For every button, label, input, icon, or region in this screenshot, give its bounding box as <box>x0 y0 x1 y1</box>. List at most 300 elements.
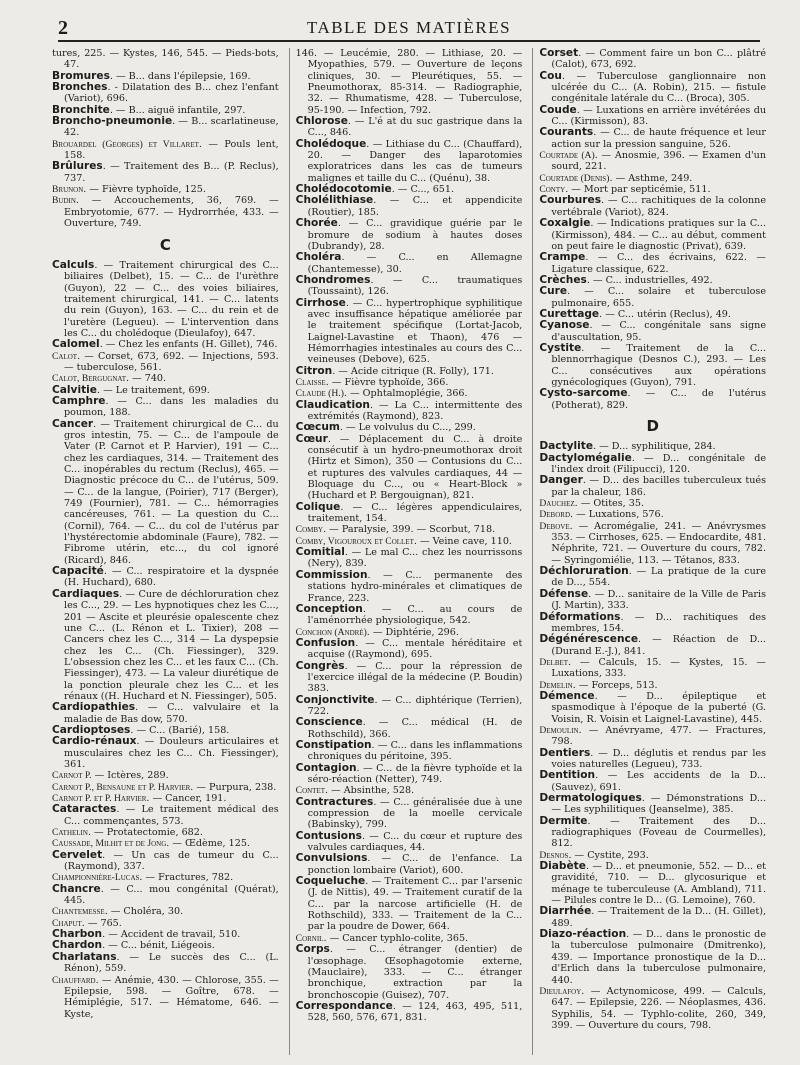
index-term: Curettage <box>539 307 600 320</box>
index-references: . — Acromégalie, 241. — Anévrysmes 353. — Cirrhoses, 625. — Endocardite, 481. Néphrite, 721. — Ouverture du cours, 782. — Syringomiélie, 113. — Tétanos, 833. <box>551 520 767 566</box>
index-column-1 <box>52 48 279 1055</box>
index-references: . — C... dans les inflammations chroniques du péritoine, 395. <box>307 739 523 763</box>
index-term: Cysto-sarcome <box>539 387 628 400</box>
index-references: . — Forceps, 513. <box>572 679 658 691</box>
index-term: Diazo-réaction <box>539 928 627 941</box>
index-references: . — Diphtérie, 296. <box>366 626 459 638</box>
index-references: . — Anosmie, 396. — Examen d'un sourd, 221. <box>551 150 767 173</box>
index-references: . — 765. <box>81 917 122 929</box>
index-entry <box>539 929 766 986</box>
index-entry <box>296 695 523 718</box>
index-term: Contet <box>295 785 326 797</box>
page-header <box>58 12 760 42</box>
index-entry <box>52 48 279 71</box>
index-term: Comby <box>295 524 324 536</box>
index-references: . — Accouchements, 36, 769. — Embryotomie, 677. — Hydrorrhée, 433. — Ouverture, 749. <box>64 195 279 230</box>
index-entry <box>539 861 766 906</box>
index-entry <box>52 419 279 566</box>
index-entry <box>52 161 279 184</box>
index-references: . — 740. <box>125 373 167 385</box>
index-entry <box>539 127 766 150</box>
index-term: Démence <box>539 689 595 702</box>
index-term: Bronches <box>52 81 108 94</box>
index-entry <box>296 422 523 433</box>
index-references: . — Le volvulus du C..., 299. <box>339 422 476 434</box>
index-term: Congrès <box>295 659 345 672</box>
index-term: Debove <box>539 520 570 532</box>
index-term: Dentiers <box>539 746 591 759</box>
index-term: Calculs <box>52 258 95 271</box>
index-entry <box>52 116 279 139</box>
index-references: . — Réaction de D... (Durand E.-J.), 841. <box>551 634 767 657</box>
index-term: Dégénérescence <box>539 633 639 646</box>
index-column-2 <box>289 48 523 1055</box>
index-references: . — C... respiratoire et la dyspnée (H. Huchard), 680. <box>64 566 279 589</box>
index-references: . — Acide citrique (R. Folly), 171. <box>332 365 494 377</box>
index-references: . — Calculs, 15. — Kystes, 15. — Luxations, 333. <box>551 656 767 680</box>
index-references: . — C... du cœur et rupture des valvules cardiaques, 44. <box>307 830 523 854</box>
index-term: Dermite <box>539 814 588 827</box>
index-references: . — Absinthe, 528. <box>325 785 415 797</box>
index-term: Dieulafoy <box>539 985 582 997</box>
index-entry <box>52 139 279 162</box>
index-term: Cou <box>539 69 562 82</box>
index-entry <box>296 377 523 388</box>
index-references: . — D... rachitiques des membres, 154. <box>551 611 767 634</box>
index-term: Calvitie <box>52 383 97 396</box>
index-term: Debord <box>539 509 570 521</box>
index-references: . — 124, 463, 495, 511, 528, 560, 576, 671, 831. <box>307 1000 523 1024</box>
index-term: Carnot P. et P. Harvier <box>52 793 147 804</box>
index-term: Chardon <box>52 939 103 952</box>
index-term: Cholédoque <box>295 137 367 150</box>
index-references: . — Indications pratiques sur la C... (Kirmisson), 484. — C... au début, comment on peut faire le diagnostic (Privat), 639. <box>551 218 767 252</box>
index-references: . — Démonstrations D... — Les syphilitiques (Jeanselme), 385. <box>551 793 767 816</box>
index-references: . — Ophtalmoplégie, 366. <box>343 388 468 400</box>
index-entry <box>296 502 523 525</box>
index-term: Citron <box>295 364 333 377</box>
index-references: . — C... diphtérique (Terrien), 722. <box>307 694 523 717</box>
index-references: . — C... solaire et tuberculose pulmonaire, 655. <box>551 286 767 309</box>
index-term: Défense <box>539 587 589 600</box>
index-term: Constipation <box>295 738 372 751</box>
index-term: Bronchite <box>52 103 110 116</box>
index-term: Carnot P., Bensaune et P. Harvier <box>52 781 191 793</box>
index-entry <box>52 702 279 725</box>
index-term: Cyanose <box>539 319 590 332</box>
index-term: Cancer <box>52 417 94 430</box>
index-references: . — B... scarlatineuse, 42. <box>64 116 279 139</box>
index-entry <box>539 816 766 850</box>
index-references: 146. — Leucémie, 280. — Lithiase, 20. — Myopathies, 579. — Ouverture de leçons cliniques, 30. — Pleurétiques, 55. — Pneumothorax, 85-314. — Radiographie, 32. — Rhumatisme, 428. — Tuberculose, 95-190. — Infection, 792. <box>295 48 523 116</box>
index-term: Conty <box>539 184 566 196</box>
index-term: Demelin <box>539 679 573 691</box>
index-entry <box>539 286 766 309</box>
index-entry <box>296 48 523 116</box>
index-entry <box>52 804 279 827</box>
index-term: Coqueluche <box>295 875 366 888</box>
index-entry <box>52 884 279 907</box>
index-entry <box>539 509 766 520</box>
index-references: . — C... étranger (dentier) de l'œsophage. Œsophagotomie externe, (Mauclaire), 333. — C... étranger bronchique, extraction par la bronchoscopie (Guisez), 707. <box>307 944 523 1001</box>
index-references: . — Le traitement, 699. <box>96 384 210 396</box>
index-entry <box>296 638 523 661</box>
index-term: Convulsions <box>295 852 368 865</box>
index-entry <box>52 827 279 838</box>
index-entry <box>52 82 279 105</box>
index-term: Cure <box>539 285 568 298</box>
index-references: . — D... déglutis et rendus par les voies naturelles (Legueu), 733. <box>551 747 767 770</box>
index-references: . — La C... intermittente des extrémités (Raymond), 823. <box>307 399 523 422</box>
index-term: Chorée <box>295 217 338 230</box>
index-references: . — Traitement des B... (P. Reclus), 737. <box>64 161 279 184</box>
index-references: . — C... rachitiques de la colonne vertébrale (Variot), 824. <box>551 195 767 218</box>
index-references: . — C... permanente des stations hydro-minérales et climatiques de France, 223. <box>307 569 523 604</box>
index-references: . — D... dans le pronostic de la tuberculose pulmonaire (Dmitrenko), 439. — Importance pronostique de la D... d'Erlich dans la tuberculose pulmonaire, 440. <box>551 929 767 986</box>
index-term: Dauchez <box>539 498 575 510</box>
index-entry <box>296 298 523 366</box>
index-term: Caussade, Milhit et de Jong <box>52 838 167 850</box>
index-entry <box>296 547 523 570</box>
index-columns <box>52 48 766 1055</box>
index-term: Carnot P. <box>52 770 92 782</box>
index-entry <box>539 725 766 748</box>
index-term: Dactylomégalie <box>539 451 632 464</box>
index-term: Courbures <box>539 194 602 207</box>
index-term: Crampe <box>539 251 586 264</box>
index-references: . — B... dans l'épilepsie, 169. <box>109 70 251 82</box>
index-references: . — Corset, 673, 692. — Injections, 593. — tuberculose, 561. <box>64 350 279 373</box>
index-entry <box>539 343 766 388</box>
running-title: TABLE DES MATIÈRES <box>306 18 512 37</box>
index-term: Confusion <box>295 636 356 649</box>
index-references: . — C... au cours de l'aménorrhée physiologique, 542. <box>307 603 523 627</box>
index-term: Conception <box>295 602 363 615</box>
index-references: . — Traitement C... par l'arsenic (J. de Nittis), 49. — Traitement curatif de la C... par la narcose artificielle (H. de Rothschild), 333. — Traitement de la C... par la poudre de Dower, 664. <box>307 876 523 933</box>
index-entry <box>296 717 523 740</box>
index-term: Corset <box>539 48 579 59</box>
index-references: . — B... aiguë infantile, 297. <box>109 104 246 116</box>
index-references: . - Dilatation des B... chez l'enfant (Variot), 696. <box>64 82 279 105</box>
index-term: Cardio-rénaux <box>52 735 137 748</box>
index-term: Cataractes <box>52 803 117 816</box>
index-references: . — L'é at du suc gastrique dans la C..., 846. <box>307 116 523 139</box>
index-references: . — Traitement de la D... (H. Gillet), 489. <box>551 906 767 929</box>
index-references: . — Purpura, 238. <box>190 781 277 793</box>
index-entry <box>52 952 279 975</box>
index-references: . — C... de l'enfance. La ponction lombaire (Variot), 600. <box>307 853 523 876</box>
index-entry <box>296 604 523 627</box>
index-entry <box>52 589 279 702</box>
index-term: Cholélithiase <box>295 194 374 207</box>
index-entry <box>52 566 279 589</box>
index-references: . — Traitement chirurgical des C... biliaires (Delbet), 15. — C... de l'urèthre (Guyon), 22 — C... des voies biliaires, traitement chirurgical, 141. — C... latents du rein (Guyon), 163. — C... du rein et de l'uretère (Legueu). — L'intervention dans les C... du cholédoque (Dieulafoy), 647. <box>64 259 279 339</box>
index-references: . — C... de haute fréquence et leur action sur la pression sanguine, 526. <box>551 127 767 150</box>
index-references: . — Asthme, 249. <box>609 172 693 184</box>
index-term: Dactylite <box>539 440 594 453</box>
index-entry <box>539 150 766 173</box>
index-term: Chlorose <box>295 115 348 128</box>
index-references: . — C... légères appendiculaires, traitement, 154. <box>307 501 523 525</box>
index-term: Cystite <box>539 341 582 354</box>
index-term: Déformations <box>539 610 621 623</box>
index-references: . — C... médical (H. de Rothschild), 366. <box>307 717 523 740</box>
section-letter: C <box>159 235 171 254</box>
index-references: . — C... industrielles, 492. <box>586 274 713 286</box>
index-references: — Ictères, 289. <box>91 770 169 782</box>
index-term: Calot, Bergugnat <box>52 373 126 385</box>
index-term: Cholédocotomie <box>295 183 392 196</box>
index-term: Chancre <box>52 882 101 895</box>
index-entry <box>52 351 279 374</box>
index-entry <box>296 366 523 377</box>
index-term: Danger <box>539 474 583 487</box>
index-entry <box>539 634 766 657</box>
index-term: Budin <box>52 195 76 207</box>
index-references: . — Traitement de la C... blennorrhagique (Desnos C.), 293. — Les C... consécutives aux opérations gynécologiques (Guyon), 791. <box>551 342 767 388</box>
index-entry <box>296 876 523 933</box>
index-references: . — D... des bacilles tuberculeux tués par la chaleur, 186. <box>551 475 767 498</box>
index-references: . — Traitement des D... radiographiques (Foveau de Courmelles), 812. <box>551 815 767 850</box>
index-references: . — C... bénit, Liégeois. <box>102 940 215 952</box>
index-references: . — Choléra, 30. <box>104 906 184 918</box>
index-references: . — C... mentale héréditaire et acquise ((Raymond), 695. <box>307 637 523 661</box>
index-references: . — C... de l'utérus (Potherat), 829. <box>551 388 767 411</box>
index-references: . — Cystite, 293. <box>568 849 649 861</box>
index-references: . — C... congénitale sans signe d'auscultation, 95. <box>551 320 767 343</box>
index-references: . — Cure de déchloruration chez les C..., 29. — Les hypnotiques chez les C..., 201 — Ascite et pleurésie opalescente chez une C... (L. Rénon et L. Tixier), 208 — Cancers chez les C..., 314 — La dyspepsie chez les C... (Ch. Fiessinger), 329. L'obsession chez les C... et les faux C... (Ch. Fiessinger), 473. — La valeur diurétique de la ponction pleurale chez les C... et les rénaux ((H. Huchard et N. Fiessinger), 505. <box>64 588 279 702</box>
index-entry <box>539 793 766 816</box>
index-entry <box>539 105 766 128</box>
index-references: . — C... dans les maladies du poumon, 188. <box>64 395 279 419</box>
index-entry <box>539 388 766 411</box>
index-references: . — C... pour la répression de l'exercice illégal de la médecine (P. Boudin) 383. <box>307 660 523 695</box>
index-entry <box>296 116 523 139</box>
index-column-3 <box>532 48 766 1055</box>
index-term: Brunon <box>52 184 84 196</box>
index-term: Déchloruration <box>539 565 629 578</box>
index-entry <box>296 139 523 184</box>
index-entry <box>52 184 279 195</box>
index-entry <box>296 434 523 502</box>
index-entry <box>296 195 523 218</box>
index-entry <box>539 275 766 286</box>
index-entry <box>52 975 279 1020</box>
index-references: . — Lithiase du C... (Chauffard), 20. — Danger des laparotomies exploratrices dans les cas de tumeurs malignes et taille du C... (Quénu), 38. <box>307 138 523 184</box>
index-entry <box>539 770 766 793</box>
index-term: Claisse <box>295 376 326 388</box>
index-entry <box>539 475 766 498</box>
index-references: . — Œdème, 125. <box>166 838 250 850</box>
index-term: Chauffard <box>52 974 96 986</box>
index-entry <box>539 320 766 343</box>
index-references: . — Accident de travail, 510. <box>102 929 241 941</box>
index-term: Championnière-Lucas <box>52 872 140 884</box>
index-term: Contusions <box>295 829 362 842</box>
index-entry <box>296 661 523 695</box>
index-references: . — Les accidents de la D... (Sauvez), 691. <box>551 770 767 793</box>
index-entry <box>296 797 523 831</box>
index-references: . — D... sanitaire de la Ville de Paris (J. Martin), 333. <box>551 588 767 612</box>
index-term: Cardiaques <box>52 587 120 600</box>
index-references: . — Paralysie, 399. — Scorbut, 718. <box>323 524 496 536</box>
index-references: . — C... et appendicite (Routier), 185. <box>307 195 523 218</box>
index-entry <box>296 400 523 423</box>
index-entry <box>539 195 766 218</box>
index-references: . — Mort par septicémie, 511. <box>565 184 711 196</box>
index-references: . — C... (Barié), 158. <box>130 724 230 736</box>
index-term: Desnos <box>539 849 569 861</box>
index-term: Brûlures <box>52 160 103 173</box>
index-entry <box>539 453 766 476</box>
index-entry <box>539 589 766 612</box>
index-term: Courtade (A) <box>539 150 595 162</box>
index-entry <box>539 748 766 771</box>
index-term: Correspondance <box>295 999 393 1012</box>
index-references: . — Anévryame, 477. — Fractures, 798. <box>551 724 767 748</box>
index-entry <box>539 612 766 635</box>
index-entry <box>296 740 523 763</box>
index-references: . — Cancer, 191. <box>146 793 227 804</box>
index-references: . — C... en Allemagne (Chantemesse), 30. <box>307 252 523 275</box>
index-entry <box>296 252 523 275</box>
index-references: . — Luxations en arrière invétérées du C... (Kirmisson), 83. <box>551 104 767 128</box>
index-term: Claudication <box>295 398 370 411</box>
index-references: . — Luxations, 576. <box>570 509 664 521</box>
index-references: . — Cancer typhlo-colite, 365. <box>323 932 469 944</box>
index-term: Contractures <box>295 795 374 808</box>
index-term: Courants <box>539 126 594 139</box>
index-entry <box>539 691 766 725</box>
index-references: . — Un cas de tumeur du C... (Raymond), 337. <box>64 849 279 873</box>
index-term: Conjonctivite <box>295 693 375 706</box>
index-term: Courtade (Denis) <box>539 172 610 184</box>
index-term: Calot <box>52 350 78 362</box>
index-term: Bromures <box>52 69 110 82</box>
index-term: Cardiopathies <box>52 701 136 714</box>
index-term: Diabète <box>539 860 586 873</box>
index-references: . — C... hypertrophique syphilitique avec insuffisance hépatique améliorée par le traitement spécifique (Lortat-Jacob, Laignel-Lavastine et Thaon), 476 — Hémorrhagies intestinales au cours des C... veineuses (Debove), 625. <box>307 297 523 366</box>
index-term: Comitial <box>295 546 345 559</box>
index-entry <box>539 71 766 105</box>
index-references: . — Anémie, 430. — Chlorose, 355. — Epilepsie, 598. — Goître, 678. — Hémiplégie, 517. — Hématome, 646. — Kyste, <box>64 974 279 1020</box>
index-references: . — La pratique de la cure de D..., 554. <box>551 566 767 589</box>
index-term: Diarrhée <box>539 905 592 918</box>
index-references: . — C... mou congénital (Quérat), 445. <box>64 883 279 907</box>
section-letter: D <box>646 417 659 435</box>
index-entry <box>296 275 523 298</box>
index-references: . — D... syphilitique, 284. <box>593 441 716 453</box>
index-references: . — Protatectomie, 682. <box>87 827 203 839</box>
index-references: . — Traitement chirurgical de C... du gros intestin, 75. — C... de l'ampoule de Vater (P. Carnot et P. Harvier), 191 — C... chez les cardiaques, 314. — Traitement des C... inopérables du rectum (Reclus), 465. — Diagnostic précoce du C... de l'utérus, 509. — C... de la langue, (Poirier), 717 (Berger), 749 (Fournier), 781. — C... hémorragies cancéreuses, 761. — La question du C... (Cornil), 764. — C... du col de l'utérus par l'hystérectomie abdominale (Faure), 782. — Fibrome utérin, etc..., du col ignoré (Ricard), 846. <box>64 418 279 566</box>
index-entry <box>296 944 523 1001</box>
index-term: Claude (H.) <box>295 388 344 400</box>
index-references: . — Actynomicose, 499. — Calculs, 647. — Epilepsie, 226. — Néoplasmes, 436. Syphilis, 54. — Typhlo-colite, 260, 349, 399. — Ouverture du cours, 798. <box>551 985 767 1031</box>
index-references: . — Le succès des C... (L. Rénon), 559. <box>64 951 279 975</box>
index-references: . — Comment faire un bon C... plâtré (Calot), 673, 692. <box>551 48 767 71</box>
index-term: Conscience <box>295 716 363 729</box>
index-references: . — C... gravidique guérie par le bromure de sodium à hautes doses (Dubrandy), 28. <box>307 218 523 252</box>
index-references: . — C... traumatiques (Toussaint), 126. <box>307 274 523 298</box>
index-entry <box>296 570 523 604</box>
index-term: Cervelet <box>52 848 103 861</box>
index-term: Capacité <box>52 565 104 578</box>
index-entry <box>539 657 766 680</box>
index-entry <box>539 48 766 71</box>
index-term: Brouardel (Georges) et Villaret <box>52 138 199 150</box>
index-term: Chondromes <box>295 273 371 286</box>
index-references: . — Le traitement médical des C... commençantes, 573. <box>64 804 279 827</box>
index-entry <box>539 252 766 275</box>
index-term: Corps <box>295 943 330 956</box>
index-references: . — C... des écrivains, 622. — Ligature classique, 622. <box>551 252 767 275</box>
index-term: Comby, Vigouroux et Collet <box>295 535 414 547</box>
index-term: Cœur <box>295 432 328 445</box>
index-entry <box>296 853 523 876</box>
index-term: Calomel <box>52 338 100 351</box>
index-entry <box>52 260 279 339</box>
index-references: . — Fièvre typhoïde, 366. <box>325 376 449 388</box>
index-references: . — C..., 651. <box>391 184 455 196</box>
index-references: . — Veine cave, 110. <box>413 535 512 547</box>
index-references: . — Fièvre typhoïde, 125. <box>83 184 206 196</box>
index-term: Dentition <box>539 769 596 782</box>
index-term: Camphre <box>52 394 106 407</box>
index-term: Commission <box>295 568 368 581</box>
index-entry <box>52 782 279 793</box>
index-term: Cathelin <box>52 827 88 839</box>
index-references: . — Fractures, 782. <box>139 872 234 884</box>
index-references: . — C... utérin (Reclus), 49. <box>599 308 731 320</box>
index-entry <box>296 1001 523 1024</box>
index-entry <box>539 521 766 566</box>
index-term: Contagion <box>295 761 357 774</box>
index-entry <box>52 906 279 917</box>
index-references: . — D... congénitale de l'index droit (Filipucci), 120. <box>551 452 767 476</box>
index-entry <box>52 195 279 229</box>
index-references: . — Le mal C... chez les nourrissons (Nery), 839. <box>307 547 523 570</box>
index-entry <box>296 524 523 535</box>
index-entry <box>539 986 766 1031</box>
index-term: Conchon (André) <box>295 626 367 638</box>
index-term: Cardioptoses <box>52 723 131 736</box>
index-entry <box>52 850 279 873</box>
index-references: . — C... généralisée due à une compression de la moelle cervicale (Babinsky), 799. <box>307 796 523 831</box>
index-term: Coude <box>539 103 577 116</box>
index-term: Delbet <box>539 656 569 668</box>
index-entry <box>296 763 523 786</box>
index-entry <box>539 906 766 929</box>
page-number: 2 <box>58 17 68 39</box>
index-entry <box>52 770 279 781</box>
index-entry <box>539 498 766 509</box>
index-entry <box>539 566 766 589</box>
index-term: Cirrhose <box>295 296 346 309</box>
index-references: . — D... et pneumonie, 552. — D... et gravidité, 710. — D... glycosurique et ménage te tuberculeuse (A. Ambland), 711. — Pilules contre le D... (G. Lemoine), 760. <box>551 861 767 907</box>
index-references: . — Déplacement du C... à droite consécutif à un hydro-pneumothorax droit (Hirtz et Simon), 350 — Contusions du C... et ruptures des valvules cardiaques, 44 — Bloquage du C..., ou « Heart-Block » (Huchard et P. Bergouignan), 821. <box>307 433 523 502</box>
index-references: . — Tuberculose ganglionnaire non ulcérée du C... (A. Robin), 215. — fistule congénitale latérale du C... (Broca), 305. <box>551 70 767 105</box>
index-term: Charlatans <box>52 950 117 963</box>
index-term: Dermatologiques <box>539 792 642 804</box>
index-references: . — Pouls lent, 158. <box>64 138 279 162</box>
index-term: Choléra <box>295 251 342 264</box>
index-entry <box>52 396 279 419</box>
index-term: Cœcum <box>295 421 340 434</box>
index-term: Charbon <box>52 928 103 941</box>
index-references: . — C... valvulaire et la maladie de Bas dow, 570. <box>64 702 279 725</box>
index-term: Chaput <box>52 917 82 929</box>
index-references: . — C... de la fièvre typhoïde et la séro-réaction (Netter), 749. <box>307 762 523 785</box>
